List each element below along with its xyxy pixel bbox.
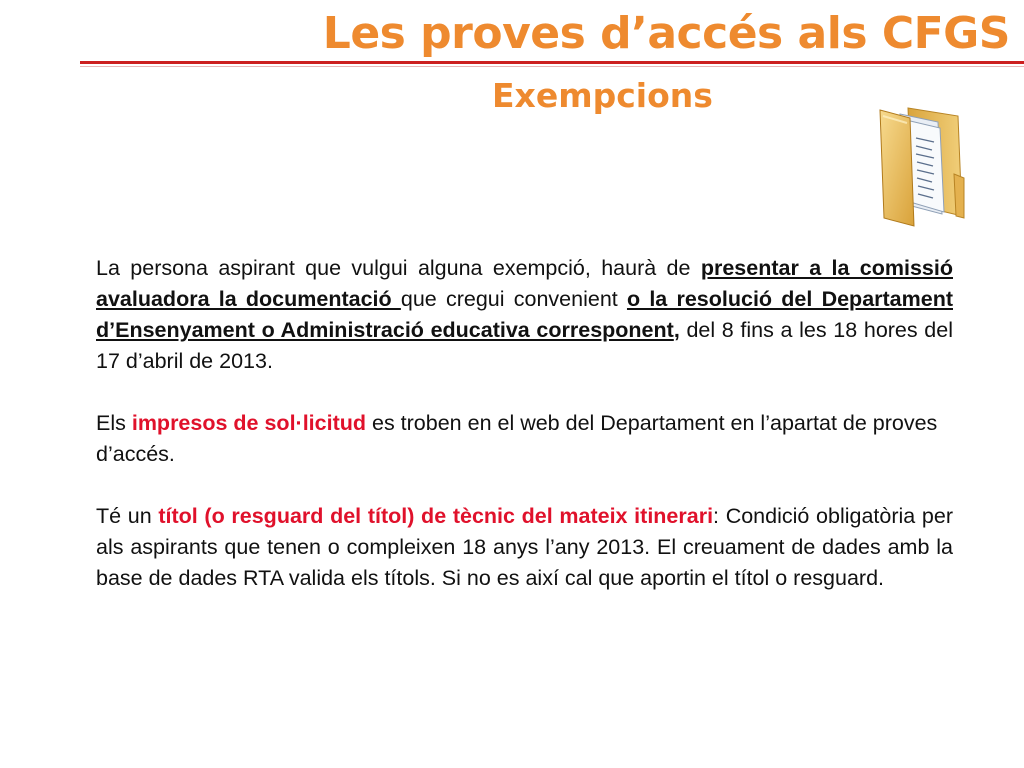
highlighted-text: presentar a la comissió avaluadora la documentació — [96, 256, 953, 311]
highlighted-text: títol (o resguard del títol) de tècnic del mateix itinerari — [158, 504, 714, 528]
text-segment: : Condició obligatòria per als aspirants que tenen o compleixen 18 anys l’any 2013. El creuament de dades amb la base de dades RTA valida els títols. Si no es així cal que aportin el títol o resguard. — [96, 504, 953, 590]
exemptions-body — [96, 253, 953, 594]
folder-documents-icon — [870, 100, 970, 228]
title-divider-shadow — [80, 66, 1024, 67]
text-segment: que cregui convenient — [400, 287, 627, 311]
page-title: Les proves d’accés als CFGS — [322, 8, 1010, 59]
text-segment: La persona aspirant que vulgui alguna exempció, haurà de — [96, 256, 701, 280]
highlighted-text: impresos de sol·licitud — [131, 411, 367, 435]
text-segment: es troben en el web del Departament en l’apartat de proves d’accés. — [96, 411, 938, 466]
paragraph-forms — [96, 408, 953, 470]
text-segment: Els — [96, 411, 132, 435]
paragraph-documentation — [96, 253, 953, 377]
highlighted-text: o la resolució del Departament d’Ensenyament o Administració educativa corresponent — [96, 287, 953, 342]
text-segment: Té un — [96, 504, 159, 528]
text-segment: , — [673, 318, 680, 342]
page-subtitle: Exempcions — [492, 76, 713, 115]
title-divider — [80, 61, 1024, 64]
paragraph-title-requirement — [96, 501, 953, 594]
text-segment: del 8 fins a les 18 hores del 17 d’abril de 2013. — [96, 318, 953, 373]
